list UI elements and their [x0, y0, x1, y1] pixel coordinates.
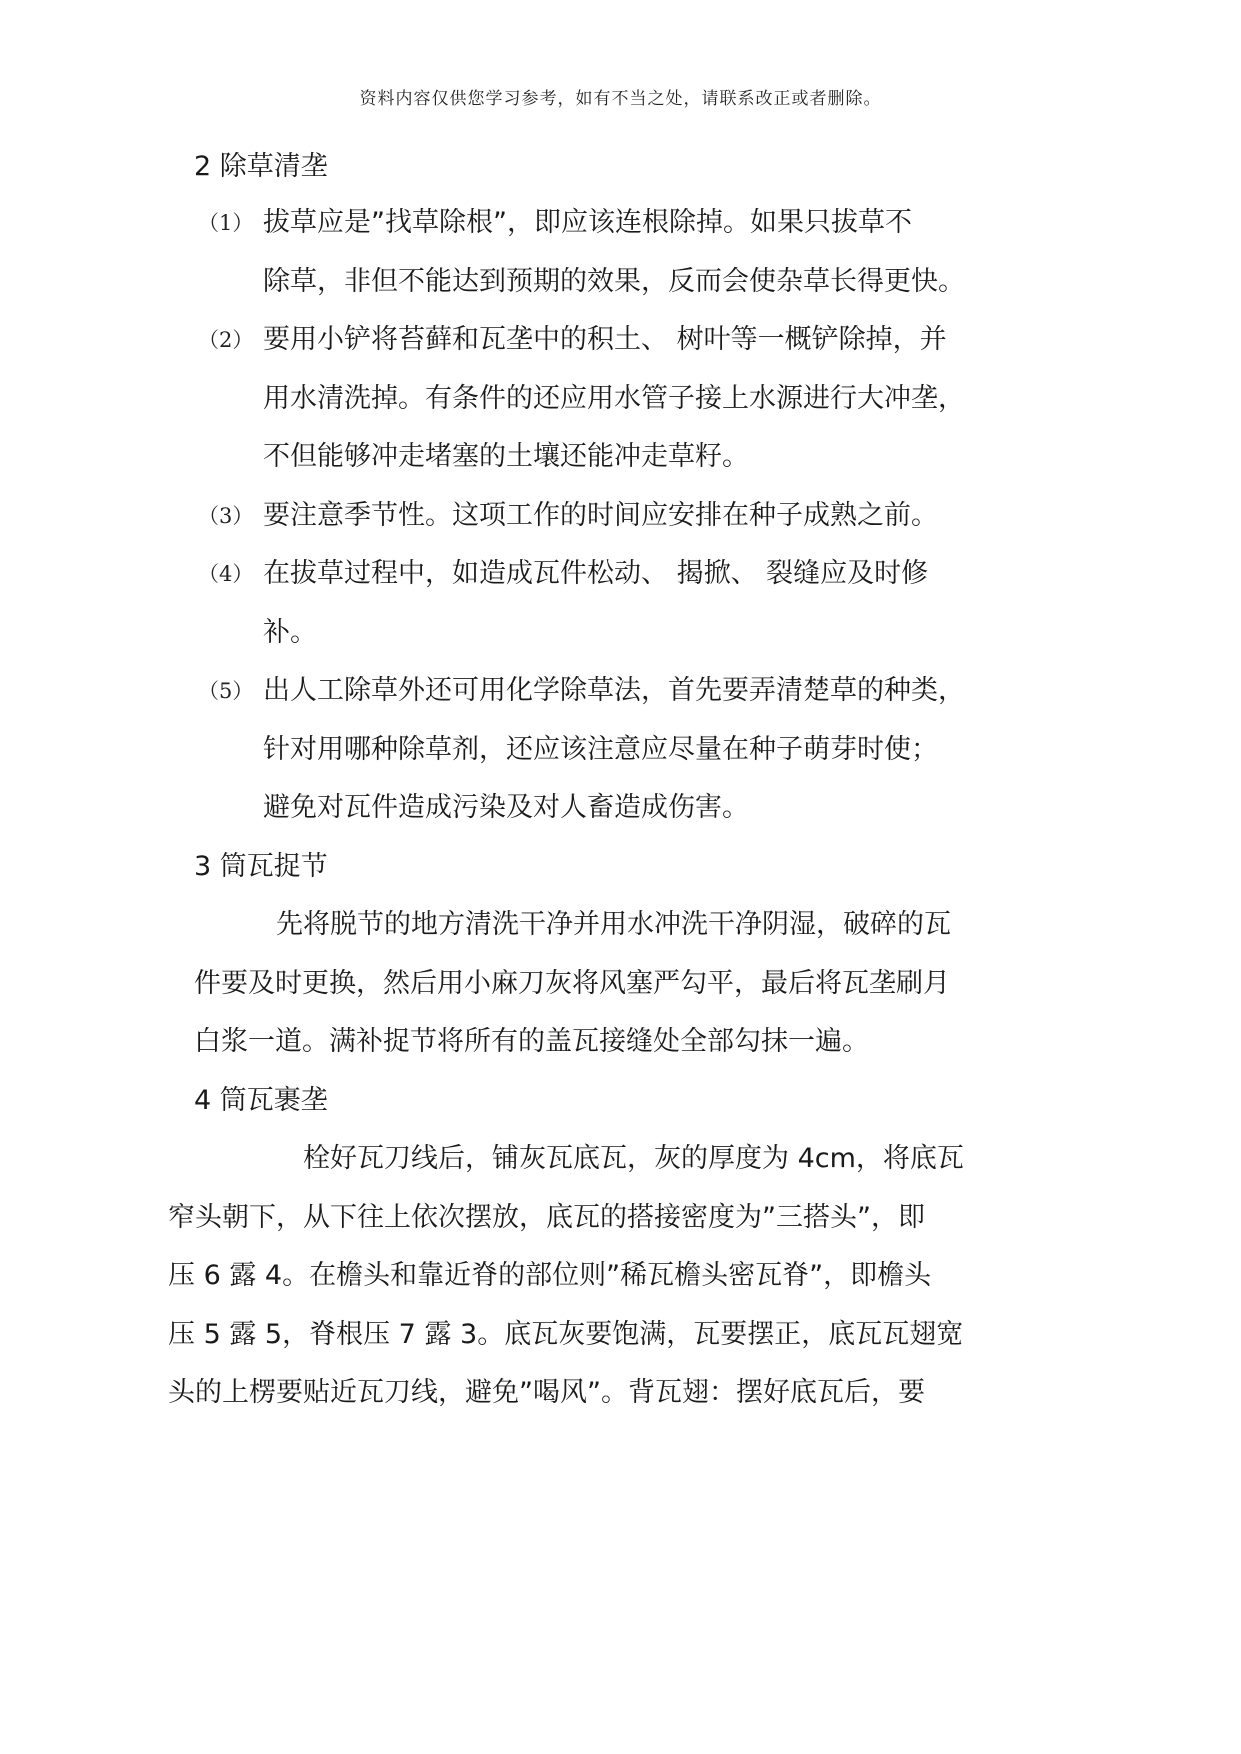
- section-4-line-4: 压 5 露 5，脊根压 7 露 3。底瓦灰要饱满，瓦要摆正，底瓦瓦翅宽: [168, 1319, 964, 1350]
- section-3-line-1: 先将脱节的地方清洗干净并用水冲洗干净阴湿，破碎的瓦: [276, 909, 951, 940]
- item-1-line-2: 除草，非但不能达到预期的效果，反而会使杂草长得更快。: [263, 266, 965, 297]
- item-2-line-3: 不但能够冲走堵塞的土壤还能冲走草籽。: [263, 441, 749, 472]
- item-2-line-1: 要用小铲将苔藓和瓦垄中的积土、 树叶等一概铲除掉，并: [263, 324, 947, 355]
- item-2-line-2: 用水清洗掉。有条件的还应用水管子接上水源进行大冲垄，: [263, 383, 965, 414]
- item-1-number: （1）: [198, 211, 254, 235]
- item-4-number: （4）: [198, 562, 254, 586]
- section-3-line-3: 白浆一道。满补捉节将所有的盖瓦接缝处全部勾抹一遍。: [194, 1026, 869, 1057]
- item-5-line-1: 出人工除草外还可用化学除草法，首先要弄清楚草的种类，: [263, 675, 965, 706]
- section-3-line-2: 件要及时更换，然后用小麻刀灰将风塞严勾平，最后将瓦垄刷月: [194, 968, 950, 999]
- item-2-number: （2）: [198, 328, 254, 352]
- section-4-line-1: 栓好瓦刀线后，铺灰瓦底瓦，灰的厚度为 4cm，将底瓦: [303, 1143, 964, 1174]
- section-4-line-5: 头的上楞要贴近瓦刀线，避免”喝风”。背瓦翅：摆好底瓦后，要: [168, 1377, 925, 1408]
- item-5-line-2: 针对用哪种除草剂，还应该注意应尽量在种子萌芽时使；: [263, 734, 938, 765]
- section-2-heading: 2 除草清垄: [194, 151, 328, 182]
- item-5-number: （5）: [198, 679, 254, 703]
- section-4-line-2: 窄头朝下，从下往上依次摆放，底瓦的搭接密度为”三搭头”，即: [168, 1202, 925, 1233]
- item-1-line-1: 拔草应是”找草除根”，即应该连根除掉。如果只拔草不: [263, 207, 912, 238]
- section-4-heading: 4 筒瓦裹垄: [194, 1085, 328, 1116]
- item-4-line-1: 在拔草过程中，如造成瓦件松动、 揭掀、 裂缝应及时修: [263, 558, 929, 589]
- item-3-line-1: 要注意季节性。这项工作的时间应安排在种子成熟之前。: [263, 500, 938, 531]
- section-4-line-3: 压 6 露 4。在檐头和靠近脊的部位则”稀瓦檐头密瓦脊”，即檐头: [168, 1260, 932, 1291]
- item-3-number: （3）: [198, 504, 254, 528]
- page-header-disclaimer: 资料内容仅供您学习参考，如有不当之处，请联系改正或者删除。: [359, 89, 882, 109]
- item-5-line-3: 避免对瓦件造成污染及对人畜造成伤害。: [263, 792, 749, 823]
- item-4-line-2: 补。: [263, 617, 317, 648]
- section-3-heading: 3 筒瓦捉节: [194, 851, 328, 882]
